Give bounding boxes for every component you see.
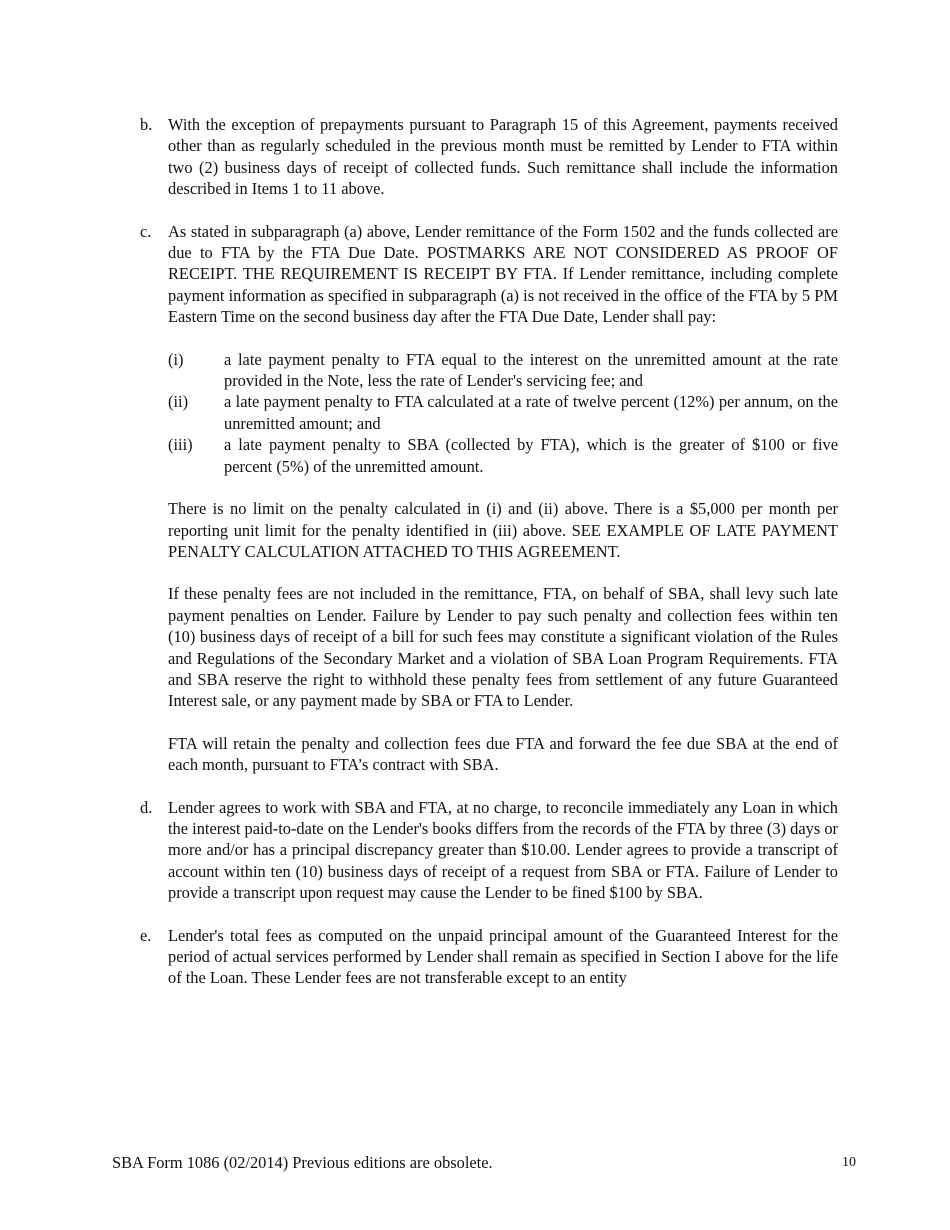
penalty-list xyxy=(168,349,838,477)
item-marker: b. xyxy=(140,115,153,134)
penalty-item-ii xyxy=(168,391,838,434)
list-item-e xyxy=(140,925,838,989)
list-item-b xyxy=(140,114,838,200)
page-number: 10 xyxy=(842,1155,856,1170)
item-c-intro: As stated in subparagraph (a) above, Lender remittance of the Form 1502 and the funds collected are due to FTA by the FTA Due Date. POSTMARKS ARE NOT CONSIDERED AS PROOF OF RECEIPT. THE REQUIREMENT IS RECEIPT BY FTA. If Lender remittance, including complete payment information as specified in subparagraph (a) is not received in the office of the FTA by 5 PM Eastern Time on the second business day after the FTA Due Date, Lender shall pay: xyxy=(168,221,838,327)
subitem-marker: (iii) xyxy=(168,435,193,455)
item-e-text: Lender's total fees as computed on the unpaid principal amount of the Guaranteed Interest for the period of actual services performed by Lender shall remain as specified in Section I above for the life of the Loan. These Lender fees are not transferable except to an entity xyxy=(168,925,838,988)
subitem-marker: (ii) xyxy=(168,392,189,412)
subitem-text: a late payment penalty to FTA calculated at a rate of twelve percent (12%) per annum, on the unremitted amount; and xyxy=(224,392,838,433)
list-item-d xyxy=(140,797,838,904)
subitem-marker: (i) xyxy=(168,349,184,369)
list-item-c xyxy=(140,221,838,776)
item-marker: c. xyxy=(140,221,152,241)
footer-form-label: SBA Form 1086 (02/2014) Previous editions are obsolete. xyxy=(112,1153,493,1172)
penalty-retain-paragraph: FTA will retain the penalty and collection fees due FTA and forward the fee due SBA at the end of each month, pursuant to FTA’s contract with SBA. xyxy=(168,733,838,775)
penalty-levy-paragraph: If these penalty fees are not included in the remittance, FTA, on behalf of SBA, shall levy such late payment penalties on Lender. Failure by Lender to pay such penalty and collection fees within ten (10) business days of receipt of a bill for such fees may constitute a significant violation of the Rules and Regulations of the Secondary Market and a violation of SBA Loan Program Requirements. FTA and SBA reserve the right to withhold these penalty fees from settlement of any future Guaranteed Interest sale, or any payment made by SBA or FTA to Lender. xyxy=(168,584,838,711)
item-marker: d. xyxy=(140,797,153,817)
penalty-item-iii xyxy=(168,434,838,477)
penalty-item-i xyxy=(168,349,838,392)
item-b-text: With the exception of prepayments pursuant to Paragraph 15 of this Agreement, payments received other than as regularly scheduled in the previous month must be remitted by Lender to FTA within two (2) business days of receipt of collected funds. Such remittance shall include the information described in Items 1 to 11 above. xyxy=(168,115,838,199)
item-d-text: Lender agrees to work with SBA and FTA, at no charge, to reconcile immediately any Loan in which the interest paid-to-date on the Lender's books differs from the records of the FTA by three (3) days or more and/or has a principal discrepancy greater than $10.00. Lender agrees to provide a transcript of account within ten (10) business days of receipt of a request from SBA or FTA. Failure of Lender to provide a transcript upon request may cause the Lender to be fined $100 by SBA. xyxy=(168,797,838,903)
item-marker: e. xyxy=(140,925,152,945)
subitem-text: a late payment penalty to FTA equal to the interest on the unremitted amount at the rate provided in the Note, less the rate of Lender's servicing fee; and xyxy=(224,349,838,391)
subitem-text: a late payment penalty to SBA (collected by FTA), which is the greater of $100 or five percent (5%) of the unremitted amount. xyxy=(224,435,838,476)
document-body xyxy=(140,114,838,1010)
penalty-limit-paragraph: There is no limit on the penalty calculated in (i) and (ii) above. There is a $5,000 per month per reporting unit limit for the penalty identified in (iii) above. SEE EXAMPLE OF LATE PAYMENT PENALTY CALCULATION ATTACHED TO THIS AGREEMENT. xyxy=(168,499,838,561)
